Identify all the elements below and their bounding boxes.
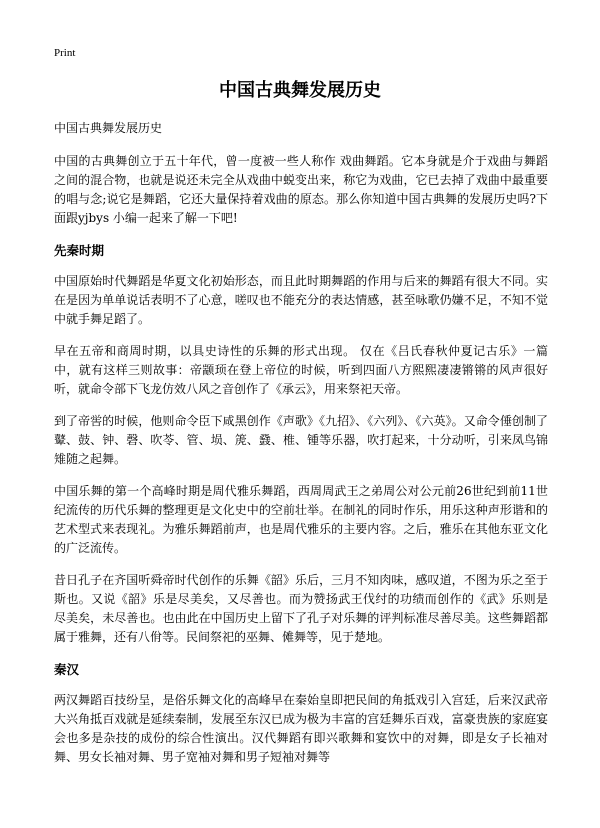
- section-pre-qin: [54, 241, 548, 647]
- body-paragraph: 早在五帝和商周时期，以具史诗性的乐舞的形式出现。 仅在《吕氏春秋仲夏记古乐》一篇中，就有这样三则故事：帝颛顼在登上帝位的时候，听到四面八方熙熙凄凄锵锵的风声很好听，就命令部下飞龙仿效八风之音创作了《承云》，用来祭祀天帝。: [54, 344, 548, 396]
- section-heading: 先秦时期: [54, 243, 105, 258]
- section-heading: 秦汉: [54, 662, 80, 677]
- body-paragraph: 中国乐舞的第一个高峰时期是周代雅乐舞蹈，西周周武王之弟周公对公元前26世纪到前11世纪流传的历代乐舞的整理更是文化史中的空前壮举。在制礼的同时作乐，用乐这种声形谐和的艺术型式来表现礼。为雅乐舞蹈前声，也是周代雅乐的主要内容。之后，雅乐在其他东亚文化的广泛流传。: [54, 484, 548, 555]
- print-label: Print: [54, 47, 76, 59]
- body-paragraph: 昔日孔子在齐国听舜帝时代创作的乐舞《韶》乐后，三月不知肉味，感叹道，不图为乐之至于斯也。又说《韶》乐是尽美矣，又尽善也。而为赞扬武王伐纣的功绩而创作的《武》乐则是 尽美矣，未尽善也。也由此在中国历史上留下了孔子对乐舞的评判标准尽善尽美。这些舞蹈都属于雅舞，还有八佾等。民间祭祀的巫舞、傩舞等，见于楚地。: [54, 573, 548, 644]
- body-paragraph: 到了帝喾的时候，他则命令臣下咸黑创作《声歌》《九招》、《六列》、《六英》。又命令倕创制了鼙、鼓、钟、磬、吹苓、管、埙、箎、鼗、椎、锺等乐器，吹打起来，十分动听，引来凤鸟锦雉随之起舞。: [54, 414, 548, 466]
- document-body: [54, 119, 548, 780]
- body-paragraph: 中国原始时代舞蹈是华夏文化初始形态，而且此时期舞蹈的作用与后来的舞蹈有很大不同。实在是因为单单说话表明不了心意，嗟叹也不能充分的表达情感，甚至咏歌仍嫌不足，不知不觉中就手舞足蹈了。: [54, 274, 548, 326]
- document-subtitle: 中国古典舞发展历史: [54, 121, 163, 135]
- document-title: 中国古典舞发展历史: [219, 80, 381, 101]
- body-paragraph: 两汉舞蹈百技纷呈，是俗乐舞文化的高峰早在秦始皇即把民间的角抵戏引入宫廷，后来汉武帝大兴角抵百戏就是延续秦制，发展至东汉已成为极为丰富的宫廷舞乐百戏，富豪贵族的家庭宴会也多是杂技的成份的综合性演出。汉代舞蹈有即兴歌舞和宴饮中的对舞，即是女子长袖对舞、男女长袖对舞、男子宽袖对舞和男子短袖对舞等: [54, 693, 548, 764]
- intro-paragraph: 中国的古典舞创立于五十年代，曾一度被一些人称作 戏曲舞蹈。它本身就是介于戏曲与舞蹈之间的混合物，也就是说还未完全从戏曲中蜕变出来，称它为戏曲，它已去掉了戏曲中最重要的唱与念;说它是舞蹈，它还大量保持着戏曲的原态。那么你知道中国古典舞的发展历史吗?下面跟yjbys 小编一起来了解一下吧!: [54, 154, 548, 225]
- section-qin-han: [54, 660, 548, 767]
